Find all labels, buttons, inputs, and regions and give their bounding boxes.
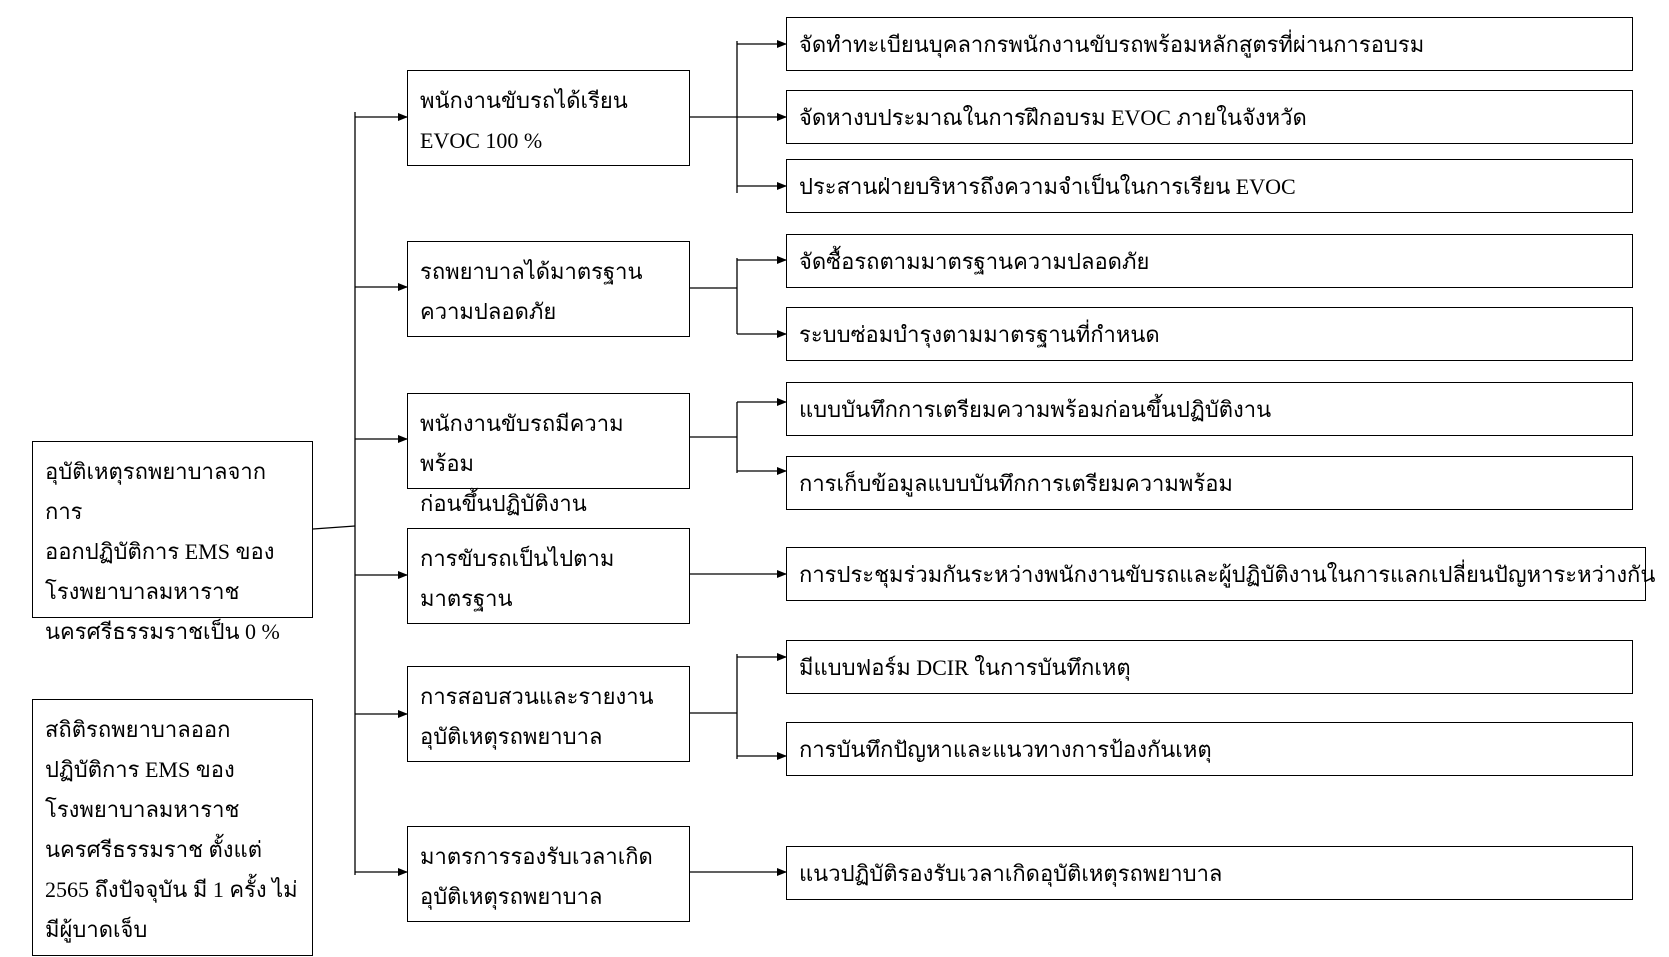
factor-box-driving-standard [407, 528, 690, 624]
factor-line: มาตรการรองรับเวลาเกิด [420, 844, 653, 869]
goal-box [32, 441, 313, 644]
goal-line: นครศรีธรรมราชเป็น 0 % [45, 619, 280, 644]
factor-box-driver-readiness [407, 393, 690, 516]
action-box [786, 90, 1633, 144]
factor-line: การสอบสวนและรายงาน [420, 684, 654, 709]
action-text: การเก็บข้อมูลแบบบันทึกการเตรียมความพร้อม [799, 470, 1233, 496]
factor-line: ก่อนขึ้นปฏิบัติงาน [420, 491, 587, 516]
action-box [786, 722, 1633, 776]
action-text: จัดหางบประมาณในการฝึกอบรม EVOC ภายในจังหวัด [799, 104, 1307, 130]
goal-line: โรงพยาบาลมหาราช [45, 579, 240, 604]
action-text: จัดทำทะเบียนบุคลากรพนักงานขับรถพร้อมหลักสูตรที่ผ่านการอบรม [799, 31, 1425, 57]
action-text: การบันทึกปัญหาและแนวทางการป้องกันเหตุ [799, 736, 1212, 762]
statistic-line: มีผู้บาดเจ็บ [45, 917, 148, 942]
factor-line: รถพยาบาลได้มาตรฐาน [420, 259, 643, 284]
factor-box-ambulance-standard [407, 241, 690, 337]
action-box [786, 846, 1633, 900]
action-text: จัดซื้อรถตามมาตรฐานความปลอดภัย [799, 248, 1150, 274]
action-text: มีแบบฟอร์ม DCIR ในการบันทึกเหตุ [799, 654, 1131, 680]
factor-line: พนักงานขับรถได้เรียน [420, 88, 628, 113]
action-box [786, 17, 1633, 71]
factor-box-accident-measures [407, 826, 690, 922]
factor-line: พนักงานขับรถมีความพร้อม [420, 411, 624, 476]
factor-box-evoc [407, 70, 690, 166]
factor-line: อุบัติเหตุรถพยาบาล [420, 884, 603, 909]
statistic-box [32, 699, 313, 956]
statistic-line: โรงพยาบาลมหาราช [45, 797, 240, 822]
action-text: แบบบันทึกการเตรียมความพร้อมก่อนขึ้นปฏิบัติงาน [799, 396, 1272, 422]
action-box [786, 382, 1633, 436]
action-box [786, 456, 1633, 510]
goal-connector [313, 526, 355, 529]
statistic-line: นครศรีธรรมราช ตั้งแต่ [45, 837, 263, 862]
factor-line: อุบัติเหตุรถพยาบาล [420, 724, 603, 749]
factor-line: การขับรถเป็นไปตาม [420, 546, 615, 571]
action-box [786, 307, 1633, 361]
action-box [786, 547, 1656, 601]
goal-line: อุบัติเหตุรถพยาบาลจากการ [45, 459, 267, 524]
action-box [786, 234, 1633, 288]
action-text: ประสานฝ่ายบริหารถึงความจำเป็นในการเรียน EVOC [799, 173, 1296, 199]
statistic-line: ปฏิบัติการ EMS ของ [45, 757, 235, 782]
action-text: ระบบซ่อมบำรุงตามมาตรฐานที่กำหนด [799, 321, 1160, 347]
factor-line: EVOC 100 % [420, 128, 543, 153]
statistic-line: สถิติรถพยาบาลออก [45, 717, 231, 742]
factor-box-investigation [407, 666, 690, 762]
goal-line: ออกปฏิบัติการ EMS ของ [45, 539, 275, 564]
statistic-line: 2565 ถึงปัจจุบัน มี 1 ครั้ง ไม่ [45, 877, 298, 902]
action-box [786, 640, 1633, 694]
action-text: แนวปฏิบัติรองรับเวลาเกิดอุบัติเหตุรถพยาบาล [799, 860, 1223, 886]
factor-line: ความปลอดภัย [420, 299, 557, 324]
factor-line: มาตรฐาน [420, 586, 513, 611]
action-box [786, 159, 1633, 213]
action-text: การประชุมร่วมกันระหว่างพนักงานขับรถและผู้ปฏิบัติงานในการแลกเปลี่ยนปัญหาระหว่างกัน [799, 561, 1656, 587]
